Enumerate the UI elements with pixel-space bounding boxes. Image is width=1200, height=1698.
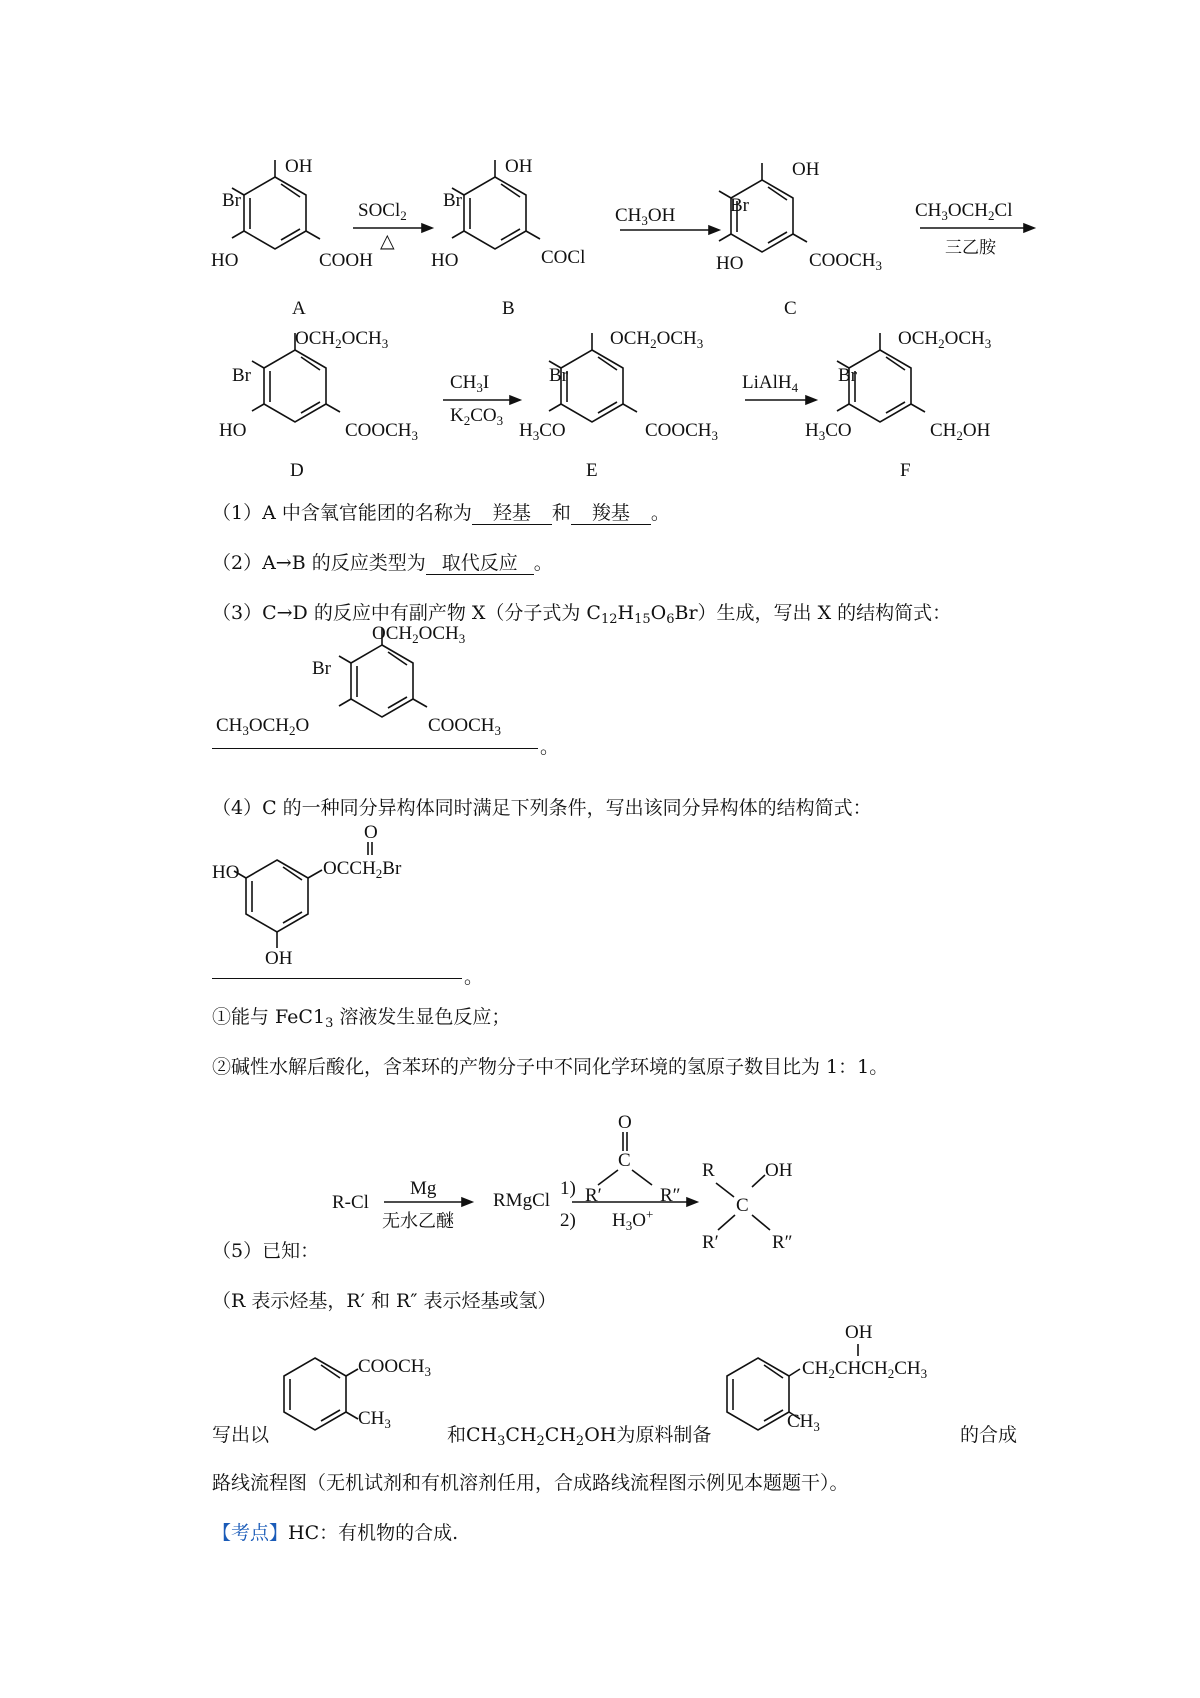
reagent-heat: △	[380, 231, 395, 252]
q5-note: （R 表示烃基，R′ 和 R″ 表示烃基或氢）	[212, 1290, 557, 1312]
d-ho: HO	[219, 420, 247, 441]
product-r: R	[702, 1160, 715, 1181]
x-cooch3: $COOCH_3$	[428, 715, 502, 738]
ring-A	[244, 177, 306, 249]
isomer-oh: OH	[265, 948, 293, 969]
e-cooch3: $COOCH_3$	[645, 420, 719, 443]
ring-D	[264, 350, 326, 422]
label-A: A	[292, 298, 306, 319]
d-br: Br	[232, 365, 251, 386]
a-oh: OH	[285, 156, 313, 177]
target-ch3: $CH_3$	[787, 1411, 820, 1434]
question-3: （3）C→D 的反应中有副产物 X（分子式为 $C_{12}H_{15}O_6Br$）生成，写出 X 的结构简式：	[212, 602, 952, 627]
ketone-rp: R′	[585, 1185, 602, 1206]
rcl: R-Cl	[332, 1192, 369, 1213]
reagent-socl2: SOCl$_2$	[358, 200, 407, 223]
label-E: E	[586, 460, 598, 481]
ring-E	[561, 350, 623, 422]
step-1: 1)	[560, 1178, 576, 1199]
ketone-o: O	[618, 1112, 632, 1133]
ring-F	[849, 350, 911, 422]
label-D: D	[290, 460, 304, 481]
a-cooh: COOH	[319, 250, 373, 271]
product-oh: OH	[765, 1160, 793, 1181]
label-C: C	[784, 298, 797, 319]
product-rp: R′	[702, 1232, 719, 1253]
condition-2: ②碱性水解后酸化，含苯环的产物分子中不同化学环境的氢原子数目比为 1：1。	[212, 1056, 889, 1078]
reagent-k2co3: $K_2CO_3$	[450, 405, 504, 428]
q4-end: 。	[464, 966, 484, 988]
product-c: C	[736, 1195, 749, 1216]
question-4: （4）C 的一种同分异构体同时满足下列条件，写出该同分异构体的结构简式：	[212, 797, 872, 819]
ring-start	[284, 1358, 346, 1430]
start-ch3: $CH_3$	[358, 1408, 391, 1431]
isomer-ho: HO	[212, 862, 240, 883]
q3-end: 。	[540, 736, 560, 758]
q5-write-4: 的合成	[960, 1424, 1018, 1446]
f-br: Br	[838, 365, 857, 386]
d-moc: $OCH_2OCH_3$	[295, 328, 389, 351]
q1-answer-1: 羟基	[472, 502, 552, 525]
target-chain: $CH_2CHCH_2CH_3$	[802, 1358, 928, 1381]
label-B: B	[502, 298, 515, 319]
b-br: Br	[443, 190, 462, 211]
reagent-h3o: $H_3O^+$	[612, 1206, 654, 1233]
a-ho: HO	[211, 250, 239, 271]
step-2: 2)	[560, 1210, 576, 1231]
reagent-ether: 无水乙醚	[382, 1211, 454, 1232]
ring-isomer	[246, 860, 308, 932]
condition-1: ①能与 $FeC1_3$ 溶液发生显色反应；	[212, 1006, 511, 1031]
isomer-ester: $OCCH_2Br$	[323, 858, 402, 881]
reagent-lialh4: LiAlH$_4$	[742, 372, 799, 395]
rmgcl: RMgCl	[493, 1190, 551, 1211]
start-cooch3: $COOCH_3$	[358, 1356, 432, 1379]
f-moc: $OCH_2OCH_3$	[898, 328, 992, 351]
q5-write-2: 和$CH_3CH_2CH_2OH$为原料制备	[447, 1424, 712, 1449]
kaodian: 【考点】HC：有机物的合成.	[212, 1522, 459, 1544]
x-br: Br	[312, 658, 331, 679]
c-br: Br	[730, 195, 749, 216]
target-oh: OH	[845, 1322, 873, 1343]
ring-X	[351, 645, 413, 717]
x-moc-top: $OCH_2OCH_3$	[372, 623, 466, 646]
e-br: Br	[549, 365, 568, 386]
question-1: （1）A 中含氧官能团的名称为 羟基 和 羧基 。	[212, 502, 670, 524]
b-oh: OH	[505, 156, 533, 177]
f-h3co: $H_3CO$	[805, 420, 852, 443]
c-ho: HO	[716, 253, 744, 274]
reagent-triethylamine: 三乙胺	[945, 238, 996, 258]
product-rpp: R″	[772, 1232, 793, 1253]
x-moc-left: $CH_3OCH_2O$	[216, 715, 310, 738]
reagent-moccl: $CH_3OCH_2Cl$	[915, 200, 1013, 223]
b-cocl: COCl	[541, 247, 586, 268]
isomer-carbonyl-o: O	[364, 822, 378, 843]
question-2: （2）A→B 的反应类型为 取代反应 。	[212, 552, 553, 574]
reagent-mg: Mg	[410, 1178, 437, 1199]
q5-known: （5）已知：	[212, 1240, 320, 1262]
f-ch2oh: $CH_2OH$	[930, 420, 991, 443]
d-cooch3: $COOCH_3$	[345, 420, 419, 443]
ketone-rpp: R″	[660, 1185, 681, 1206]
label-F: F	[900, 460, 911, 481]
reagent-ch3oh: $CH_3OH$	[615, 205, 676, 228]
b-ho: HO	[431, 250, 459, 271]
e-h3co: $H_3CO$	[519, 420, 566, 443]
q3-answer-line	[212, 748, 538, 749]
reagent-ch3i: $CH_3I$	[450, 372, 490, 395]
ketone-c: C	[618, 1150, 631, 1171]
c-cooch3: $COOCH_3$	[809, 250, 883, 273]
a-br: Br	[222, 190, 241, 211]
ring-B	[464, 177, 526, 249]
q5-write-1: 写出以	[212, 1424, 270, 1446]
q4-answer-line	[212, 978, 462, 979]
kaodian-tag: 【考点】	[212, 1522, 289, 1544]
ring-target	[727, 1358, 789, 1430]
c-oh: OH	[792, 159, 820, 180]
e-moc: $OCH_2OCH_3$	[610, 328, 704, 351]
q1-answer-2: 羧基	[571, 502, 651, 525]
q5-line-2: 路线流程图（无机试剂和有机溶剂任用，合成路线流程图示例见本题题干）。	[212, 1472, 849, 1494]
q2-answer: 取代反应	[426, 552, 534, 575]
